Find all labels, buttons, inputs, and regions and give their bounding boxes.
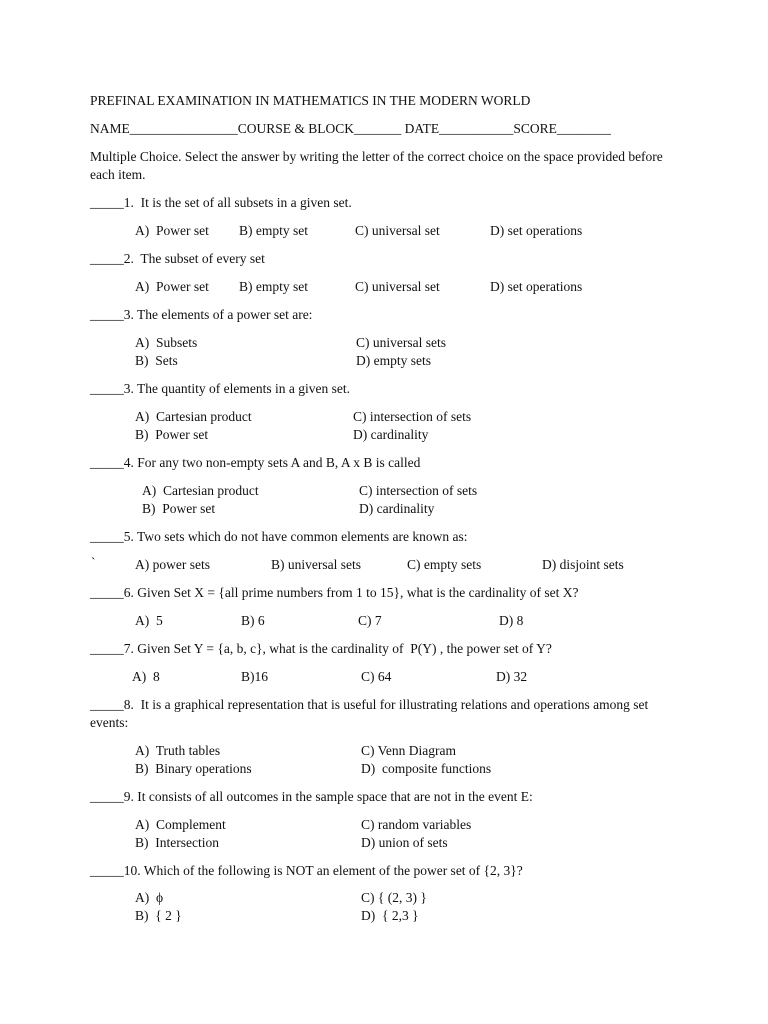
choice: D) set operations: [490, 279, 583, 294]
question-9: [90, 788, 533, 806]
choice: B) Binary operations: [135, 761, 252, 776]
choice: B) Power set: [135, 427, 209, 442]
choice: C) empty sets: [407, 557, 482, 572]
question-3a: [90, 306, 312, 324]
question-text: Two sets which do not have common elements are known as:: [137, 529, 468, 544]
choice: A) Power set: [135, 279, 209, 294]
choice: D) 8: [499, 613, 524, 628]
choice: C) Venn Diagram: [361, 743, 456, 758]
question-3b: [90, 380, 350, 398]
choice: A) Cartesian product: [135, 409, 252, 424]
question-6: [90, 584, 578, 602]
choice: D) cardinality: [359, 501, 435, 516]
choice: D) set operations: [490, 223, 583, 238]
question-text: It consists of all outcomes in the sample space that are not in the event E:: [137, 789, 533, 804]
question-text: It is the set of all subsets in a given set.: [140, 195, 352, 210]
question-8: [90, 696, 648, 714]
exam-title: PREFINAL EXAMINATION IN MATHEMATICS IN THE MODERN WORLD: [90, 93, 531, 108]
choice: C) intersection of sets: [353, 409, 472, 424]
question-1: [90, 194, 352, 212]
question-10: [90, 862, 523, 880]
answer-blank: _____9.: [90, 789, 134, 804]
choice: C) { (2, 3) }: [361, 890, 427, 905]
answer-blank: _____10.: [90, 863, 141, 878]
choice: B) Sets: [135, 353, 178, 368]
choice: B) 6: [241, 613, 265, 628]
choice: B) Intersection: [135, 835, 219, 850]
choice: B) Power set: [142, 501, 216, 516]
answer-blank: _____1.: [90, 195, 134, 210]
choice: C) 64: [361, 669, 392, 684]
choice: A) Truth tables: [135, 743, 221, 758]
choice: D) empty sets: [356, 353, 431, 368]
choice: C) random variables: [361, 817, 472, 832]
choice: C) universal sets: [356, 335, 446, 350]
choice: B) empty set: [239, 279, 308, 294]
answer-blank: _____6.: [90, 585, 134, 600]
question-5: [90, 528, 468, 546]
answer-blank: _____4.: [90, 455, 134, 470]
answer-blank: _____8.: [90, 697, 134, 712]
question-8-continued: events:: [90, 715, 129, 730]
choice: B)16: [241, 669, 268, 684]
student-info-line: NAME________________COURSE & BLOCK_______ DATE___________SCORE________: [90, 121, 611, 136]
choice: A) ϕ: [135, 890, 164, 905]
choice: C) universal set: [355, 223, 440, 238]
answer-blank: _____2.: [90, 251, 134, 266]
choice: D) 32: [496, 669, 528, 684]
question-text: It is a graphical representation that is useful for illustrating relations and operations among set: [140, 697, 649, 712]
question-text: Which of the following is NOT an element of the power set of {2, 3}?: [143, 863, 523, 878]
instructions-line-1: Multiple Choice. Select the answer by writing the letter of the correct choice on the space provided before: [90, 149, 663, 164]
choice: D) cardinality: [353, 427, 429, 442]
answer-blank: _____5.: [90, 529, 134, 544]
choice: D) composite functions: [361, 761, 492, 776]
stray-mark: `: [91, 555, 96, 570]
choice: D) union of sets: [361, 835, 448, 850]
answer-blank: _____3.: [90, 381, 134, 396]
question-text: Given Set Y = {a, b, c}, what is the cardinality of P(Y) , the power set of Y?: [137, 641, 552, 656]
choice: B) empty set: [239, 223, 308, 238]
answer-blank: _____7.: [90, 641, 134, 656]
choice: A) Power set: [135, 223, 209, 238]
choice: A) power sets: [135, 557, 210, 572]
question-text: The subset of every set: [140, 251, 265, 266]
question-text: For any two non-empty sets A and B, A x B is called: [137, 455, 421, 470]
choice: C) universal set: [355, 279, 440, 294]
choice: A) Subsets: [135, 335, 198, 350]
choice: D) disjoint sets: [542, 557, 624, 572]
question-4: [90, 454, 420, 472]
question-text: Given Set X = {all prime numbers from 1 to 15}, what is the cardinality of set X?: [137, 585, 579, 600]
answer-blank: _____3.: [90, 307, 134, 322]
choice: C) 7: [358, 613, 382, 628]
choice: D) { 2,3 }: [361, 908, 419, 923]
choice: B) universal sets: [271, 557, 361, 572]
instructions-line-2: each item.: [90, 167, 146, 182]
choice: A) Complement: [135, 817, 226, 832]
question-2: [90, 250, 265, 268]
choice: A) 5: [135, 613, 163, 628]
choice: B) { 2 }: [135, 908, 182, 923]
question-7: [90, 640, 552, 658]
choice: A) Cartesian product: [142, 483, 259, 498]
choice: C) intersection of sets: [359, 483, 478, 498]
question-text: The quantity of elements in a given set.: [137, 381, 350, 396]
question-text: The elements of a power set are:: [137, 307, 313, 322]
choice: A) 8: [132, 669, 160, 684]
